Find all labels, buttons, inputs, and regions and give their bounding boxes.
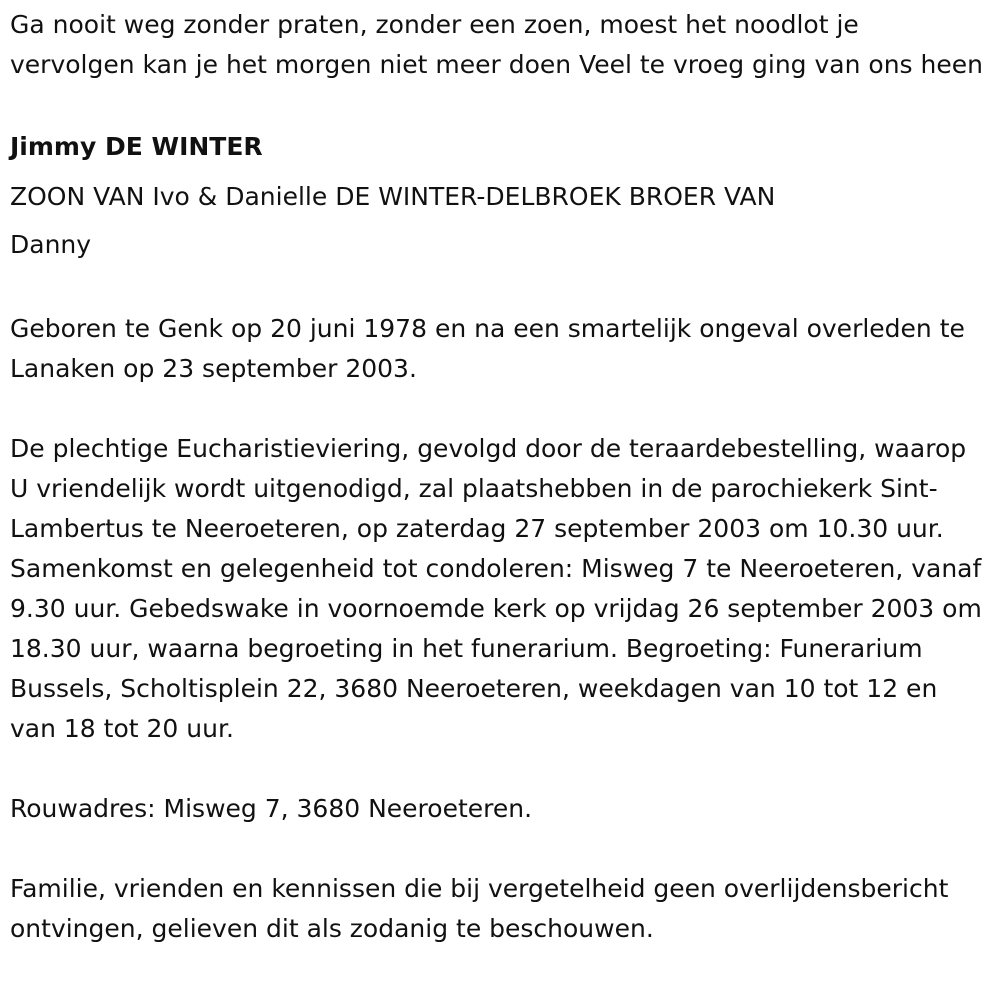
spacer: [10, 269, 990, 309]
spacer: [10, 829, 990, 869]
spacer: [10, 85, 990, 125]
closing-note: Familie, vrienden en kennissen die bij vergetelheid geen overlijdensbericht ontvingen, gelieven dit als zodanig te beschouwen.: [10, 874, 949, 943]
ceremony-paragraph: De plechtige Eucharistieviering, gevolgd door de teraardebestelling, waarop U vriendelijk wordt uitgenodigd, zal plaatshebben in de parochiekerk Sint-Lambertus te Neeroeteren, op zaterdag 27 september 2003 om 10.30 uur. Samenkomst en gelegenheid tot condoleren: Misweg 7 te Neeroeteren, vanaf 9.30 uur. Gebedswake in voornoemde kerk op vrijdag 26 september 2003 om 18.30 uur, waarna begroeting in het funerarium. Begroeting: Funerarium Bussels, Scholtisplein 22, 3680 Neeroeteren, weekdagen van 10 tot 12 en van 18 tot 20 uur.: [10, 434, 982, 743]
sibling-name: Danny: [10, 230, 92, 259]
parents-line: ZOON VAN Ivo & Danielle DE WINTER-DELBROEK BROER VAN: [10, 182, 776, 211]
birth-death-paragraph: Geboren te Genk op 20 juni 1978 en na een smartelijk ongeval overleden te Lanaken op 23 september 2003.: [10, 314, 965, 383]
deceased-name: Jimmy DE WINTER: [10, 132, 263, 161]
obituary-document: [10, 5, 990, 949]
spacer: [10, 749, 990, 789]
mourning-address: Rouwadres: Misweg 7, 3680 Neeroeteren.: [10, 794, 533, 823]
intro-verse: Ga nooit weg zonder praten, zonder een zoen, moest het noodlot je vervolgen kan je het morgen niet meer doen Veel te vroeg ging van ons heen: [10, 10, 983, 79]
spacer: [10, 389, 990, 429]
